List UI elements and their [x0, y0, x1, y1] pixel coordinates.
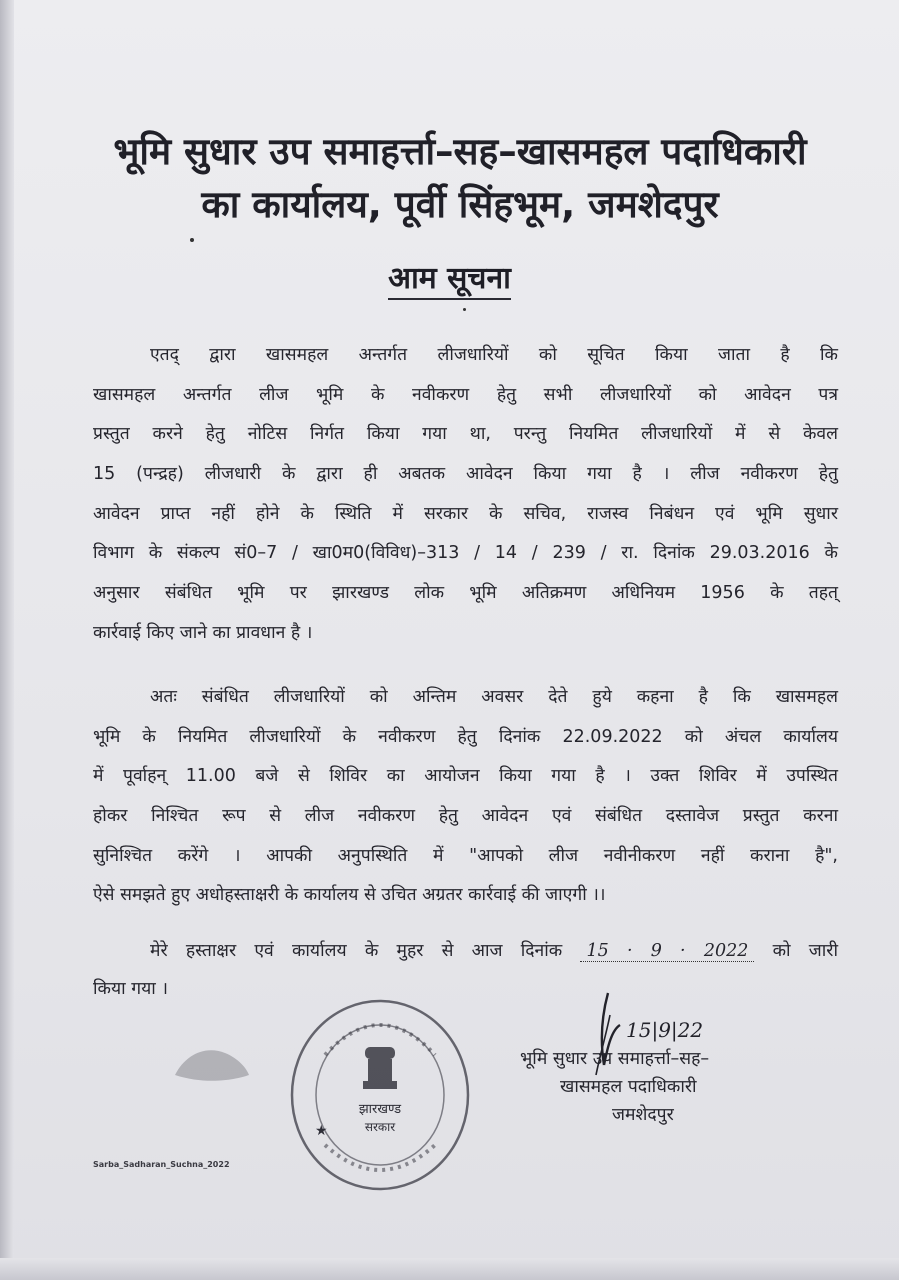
- p3-line: [150, 940, 838, 962]
- office-title-line-2: का कार्यालय, पूर्वी सिंहभूम, जमशेदपुर: [201, 183, 719, 226]
- p1-line: विभाग के संकल्प सं0–7 / खा0म0(विविध)–313 / 14 / 239 / रा. दिनांक 29.03.2016 के: [93, 543, 838, 563]
- notice-heading: [0, 256, 899, 297]
- p1-line: अनुसार संबंधित भूमि पर झारखण्ड लोक भूमि अतिक्रमण अधिनियम 1956 के तहत्: [93, 583, 838, 603]
- handwritten-date: 15 · 9 · 2022: [580, 941, 754, 962]
- p1-line: आवेदन प्राप्त नहीं होने के स्थिति में सरकार के सचिव, राजस्व निबंधन एवं भूमि सुधार: [93, 504, 838, 524]
- speck: [463, 308, 466, 311]
- p2-line: भूमि के नियमित लीजधारियों के नवीकरण हेतु दिनांक 22.09.2022 को अंचल कार्यालय: [93, 727, 838, 747]
- p2-line: में पूर्वाहन् 11.00 बजे से शिविर का आयोजन किया गया है । उक्त शिविर में उपस्थित: [93, 766, 838, 786]
- p2-line: होकर निश्चित रूप से लीज नवीकरण हेतु आवेदन एवं संबंधित दस्तावेज प्रस्तुत करना: [93, 806, 838, 826]
- ink-smudge: [165, 1035, 255, 1095]
- page-bottom-shadow: [0, 1258, 899, 1280]
- issue-text: मेरे हस्ताक्षर एवं कार्यालय के मुहर से आज दिनांक: [150, 941, 563, 961]
- signature-block: [520, 1045, 790, 1129]
- p1-line: खासमहल अन्तर्गत लीज भूमि के नवीकरण हेतु सभी लीजधारियों को आवेदन पत्र: [93, 385, 838, 405]
- issue-text-end: को जारी: [772, 941, 838, 961]
- emblem-icon: [363, 1047, 397, 1089]
- seal-text-1: झारखण्ड: [358, 1102, 402, 1117]
- seal-text-2: सरकार: [364, 1120, 396, 1134]
- p2-line: अतः संबंधित लीजधारियों को अन्तिम अवसर देते हुये कहना है कि खासमहल: [150, 687, 838, 707]
- notice-title: आम सूचना: [388, 261, 511, 300]
- signature-date: 15|9|22: [626, 1018, 704, 1042]
- speck: [190, 238, 194, 242]
- signatory-line-2: खासमहल पदाधिकारी: [560, 1077, 697, 1097]
- star-icon: ★: [315, 1123, 328, 1139]
- page-left-shadow: [0, 0, 14, 1280]
- p2-line: ऐसे समझते हुए अधोहस्ताक्षरी के कार्यालय से उचित अग्रतर कार्रवाई की जाएगी ।।: [93, 885, 606, 905]
- office-seal-stamp: [285, 995, 475, 1195]
- p1-line: प्रस्तुत करने हेतु नोटिस निर्गत किया गया था, परन्तु नियमित लीजधारियों में से केवल: [93, 424, 838, 444]
- signatory-line-1: भूमि सुधार उप समाहर्त्ता–सह–: [520, 1049, 710, 1069]
- p1-line: कार्रवाई किए जाने का प्रावधान है ।: [93, 623, 313, 643]
- signatory-line-3: जमशेदपुर: [612, 1105, 674, 1125]
- p1-line: एतद् द्वारा खासमहल अन्तर्गत लीजधारियों को सूचित किया जाता है कि: [150, 345, 838, 365]
- p3-line: किया गया ।: [93, 979, 168, 999]
- footer-reference: Sarba_Sadharan_Suchna_2022: [93, 1160, 230, 1169]
- office-title-line-1: भूमि सुधार उप समाहर्त्ता–सह–खासमहल पदाधिकारी: [113, 130, 807, 173]
- p1-line: 15 (पन्द्रह) लीजधारी के द्वारा ही अबतक आवेदन किया गया है । लीज नवीकरण हेतु: [93, 464, 838, 484]
- p2-line: सुनिश्चित करेंगे । आपकी अनुपस्थिति में "आपको लीज नवीनीकरण नहीं कराना है",: [93, 846, 838, 866]
